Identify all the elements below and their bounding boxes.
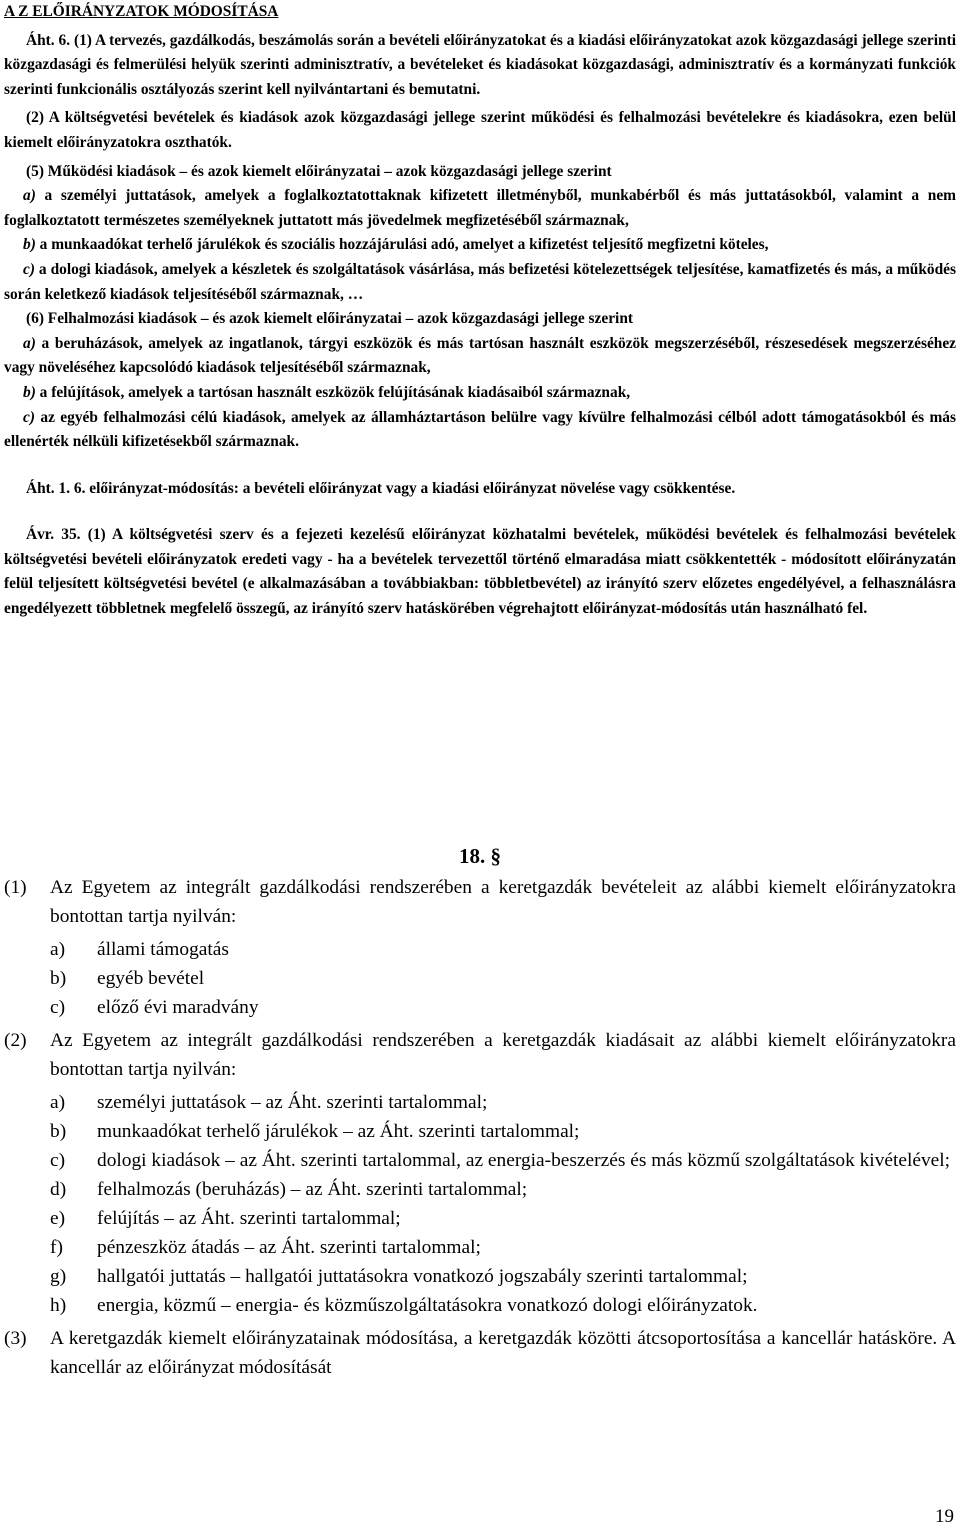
quoted-legal-text bbox=[4, 0, 956, 622]
paragraph-number: (3) bbox=[4, 1328, 27, 1349]
list-item: a) állami támogatás bbox=[50, 939, 229, 960]
list-item: c) dologi kiadások – az Áht. szerinti tartalommal, az energia-beszerzés és más közmű szolgáltatások kivételével; bbox=[50, 1150, 951, 1171]
list-item: b) munkaadókat terhelő járulékok – az Áht. szerinti tartalommal; bbox=[50, 1121, 580, 1142]
page-number: 19 bbox=[935, 1506, 954, 1527]
list-item: f) pénzeszköz átadás – az Áht. szerinti tartalommal; bbox=[50, 1237, 481, 1258]
list-item: e) felújítás – az Áht. szerinti tartalommal; bbox=[50, 1208, 401, 1229]
paragraph-text: Az Egyetem az integrált gazdálkodási rendszerében a keretgazdák kiadásait az alábbi kiemelt előirányzatokra bontottan tartja nyilván: bbox=[50, 1030, 956, 1080]
section-18-paragraph-3 bbox=[4, 1324, 956, 1382]
section-18 bbox=[4, 842, 956, 1382]
aht-6-paragraph-2: (2) A költségvetési bevételek és kiadások azok közgazdasági jellege szerint működési és felhalmozási bevételekre és kiadásokra, ezen belül kiemelt előirányzatokra oszthatók. bbox=[4, 109, 956, 151]
paragraph-5-item-b: b) a munkaadókat terhelő járulékok és szociális hozzájárulási adó, amelyet a kifizetést teljesítő megfizetni köteles, bbox=[23, 236, 769, 254]
paragraph-6-item-c: c) az egyéb felhalmozási célú kiadások, amelyek az államháztartáson belülre vagy kívülre felhalmozási célból adott támogatásokból és más ellenérték nélküli kifizetésekből származnak. bbox=[4, 408, 956, 451]
paragraph-5-item-c: c) a dologi kiadások, amelyek a készletek és szolgáltatások vásárlása, más befizetési kötelezettségek teljesítése, kamatfizetés és más, a működés során keletkező kiadások teljesítéséből származnak, … bbox=[4, 260, 956, 303]
list-item: c) előző évi maradvány bbox=[50, 997, 259, 1018]
paragraph-5-item-a: a) a személyi juttatások, amelyek a foglalkoztatottaknak kifizetett illetményből, munkabérből és más juttatásokból, valamint a nem foglalkoztatott természetes személyeknek juttatott más jövedelmek megfizetéséből származnak, bbox=[4, 187, 956, 229]
expenditure-appropriations-list bbox=[4, 1088, 956, 1320]
section-title: A Z ELŐIRÁNYZATOK MÓDOSÍTÁSA bbox=[4, 3, 279, 20]
list-item: d) felhalmozás (beruházás) – az Áht. szerinti tartalommal; bbox=[50, 1179, 528, 1200]
revenue-appropriations-list bbox=[4, 935, 956, 1022]
section-18-paragraph-1 bbox=[4, 873, 956, 931]
paragraph-text: Az Egyetem az integrált gazdálkodási rendszerében a keretgazdák bevételeit az alábbi kiemelt előirányzatokra bontottan tartja nyilván: bbox=[50, 877, 956, 927]
section-18-heading: 18. § bbox=[459, 844, 501, 868]
avr-35-paragraph: Ávr. 35. (1) A költségvetési szerv és a fejezeti kezelésű előirányzat közhatalmi bevételek, működési bevételek és felhalmozási bevételek költségvetési bevételi előirányzatok eredeti vagy - ha a bevételek tervezettől történő elmaradása miatt csökkentették - módosított előirányzatán felül teljesített költségvetési bevétel (e alkalmazásában a továbbiakban: többletbevétel) az irányító szerv előzetes engedélyével, a felhasználásra engedélyezett többletnek megfelelő összegű, az irányító szerv hatáskörében végrehajtott előirányzat-módosítás után használható fel. bbox=[4, 526, 956, 618]
list-item: h) energia, közmű – energia- és közműszolgáltatásokra vonatkozó dologi előirányzatok. bbox=[50, 1295, 758, 1316]
list-item: b) egyéb bevétel bbox=[50, 968, 205, 989]
paragraph-number: (2) bbox=[4, 1030, 27, 1051]
paragraph-6-item-a: a) a beruházások, amelyek az ingatlanok, tárgyi eszközök és más tartósan használt eszközök megszerzéséből, részesedések megszerzéséhez vagy növeléséhez kapcsolódó kiadások teljesítéséből származnak, bbox=[4, 334, 956, 377]
list-item: g) hallgatói juttatás – hallgatói juttatásokra vonatkozó jogszabály szerinti tartalommal; bbox=[50, 1266, 748, 1287]
list-item: a) személyi juttatások – az Áht. szerinti tartalommal; bbox=[50, 1092, 488, 1113]
aht-6-paragraph-6: (6) Felhalmozási kiadások – és azok kiemelt előirányzatai – azok közgazdasági jellege szerint bbox=[26, 310, 633, 328]
aht-6-paragraph-5: (5) Működési kiadások – és azok kiemelt előirányzatai – azok közgazdasági jellege szerint bbox=[26, 162, 612, 180]
aht-6-paragraph-1: Áht. 6. (1) A tervezés, gazdálkodás, beszámolás során a bevételi előirányzatokat és a kiadási előirányzatokat azok közgazdasági jellege szerinti közgazdasági és felmerülési helyük szerinti adminisztratív, a bevételeket és kiadásokat közgazdasági, adminisztratív és a kormányzati funkciók szerinti funkcionális osztályozás szerint kell nyilvántartani és bemutatni. bbox=[4, 31, 956, 98]
paragraph-text: A keretgazdák kiemelt előirányzatainak módosítása, a keretgazdák közötti átcsoportosítása a kancellár hatásköre. A kancellár az előirányzat módosítását bbox=[50, 1328, 956, 1378]
section-18-paragraph-2 bbox=[4, 1026, 956, 1084]
aht-1-6-definition: Áht. 1. 6. előirányzat-módosítás: a bevételi előirányzat vagy a kiadási előirányzat növelése vagy csökkentése. bbox=[26, 479, 736, 497]
paragraph-6-item-b: b) a felújítások, amelyek a tartósan használt eszközök felújításának kiadásaiból származnak, bbox=[23, 383, 631, 401]
paragraph-number: (1) bbox=[4, 877, 27, 898]
